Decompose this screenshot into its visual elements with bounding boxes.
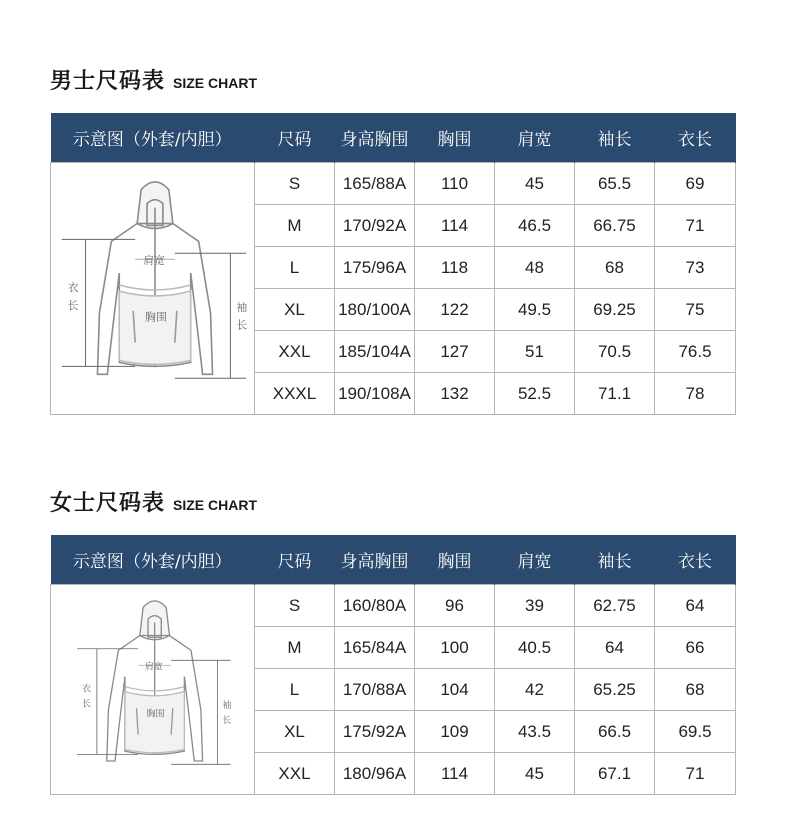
cell-size: L	[255, 247, 335, 289]
cell-size: M	[255, 627, 335, 669]
cell-chest: 110	[415, 163, 495, 205]
cell-shoulder: 39	[495, 585, 575, 627]
cell-chest: 114	[415, 753, 495, 795]
cell-shoulder: 45	[495, 753, 575, 795]
cell-shoulder: 45	[495, 163, 575, 205]
cell-size: XL	[255, 289, 335, 331]
cell-height-chest: 175/96A	[335, 247, 415, 289]
cell-sleeve-length: 68	[575, 247, 655, 289]
header-height-chest: 身高胸围	[335, 535, 415, 585]
cell-garment-length: 75	[655, 289, 736, 331]
diagram-sleeve-label-2: 长	[222, 715, 232, 726]
diagram-chest-label: 胸围	[146, 708, 165, 719]
header-height-chest: 身高胸围	[335, 113, 415, 163]
cell-sleeve-length: 66.75	[575, 205, 655, 247]
cell-height-chest: 160/80A	[335, 585, 415, 627]
table-row	[51, 163, 736, 205]
diagram-shoulder-label: 肩宽	[144, 661, 163, 672]
women-title-zh: 女士尺码表	[50, 491, 166, 516]
header-length: 衣长	[655, 535, 736, 585]
jacket-diagram-cell	[51, 585, 255, 795]
cell-sleeve-length: 65.25	[575, 669, 655, 711]
cell-height-chest: 180/96A	[335, 753, 415, 795]
header-size: 尺码	[255, 113, 335, 163]
cell-shoulder: 51	[495, 331, 575, 373]
men-title-en: SIZE CHART	[173, 75, 258, 91]
diagram-sleeve-label-1: 袖	[222, 700, 232, 711]
women-title-en: SIZE CHART	[173, 497, 258, 513]
cell-garment-length: 66	[655, 627, 736, 669]
cell-shoulder: 48	[495, 247, 575, 289]
cell-shoulder: 43.5	[495, 711, 575, 753]
jacket-diagram-icon	[51, 586, 255, 794]
cell-height-chest: 165/88A	[335, 163, 415, 205]
women-header-row	[51, 535, 736, 585]
header-sleeve: 袖长	[575, 535, 655, 585]
diagram-length-label-1: 衣	[82, 684, 92, 695]
cell-size: XL	[255, 711, 335, 753]
diagram-length-label-1: 衣	[67, 280, 79, 294]
cell-shoulder: 49.5	[495, 289, 575, 331]
cell-chest: 122	[415, 289, 495, 331]
men-size-chart-title	[50, 64, 257, 94]
header-size: 尺码	[255, 535, 335, 585]
diagram-sleeve-label-1: 袖	[236, 300, 248, 314]
cell-size: S	[255, 585, 335, 627]
cell-height-chest: 170/88A	[335, 669, 415, 711]
header-length: 衣长	[655, 113, 736, 163]
cell-garment-length: 73	[655, 247, 736, 289]
women-size-chart-title	[50, 486, 257, 516]
cell-chest: 127	[415, 331, 495, 373]
cell-size: M	[255, 205, 335, 247]
header-chest: 胸围	[415, 113, 495, 163]
cell-chest: 104	[415, 669, 495, 711]
cell-shoulder: 40.5	[495, 627, 575, 669]
cell-garment-length: 78	[655, 373, 736, 415]
cell-size: XXXL	[255, 373, 335, 415]
jacket-diagram-icon	[51, 164, 255, 414]
header-chest: 胸围	[415, 535, 495, 585]
cell-chest: 100	[415, 627, 495, 669]
diagram-length-label-2: 长	[67, 298, 79, 312]
cell-shoulder: 52.5	[495, 373, 575, 415]
cell-size: L	[255, 669, 335, 711]
header-diagram: 示意图（外套/内胆）	[51, 535, 255, 585]
cell-height-chest: 180/100A	[335, 289, 415, 331]
men-size-table	[50, 113, 736, 415]
cell-garment-length: 64	[655, 585, 736, 627]
men-title-zh: 男士尺码表	[50, 69, 166, 94]
cell-garment-length: 69.5	[655, 711, 736, 753]
cell-chest: 96	[415, 585, 495, 627]
table-row	[51, 585, 736, 627]
cell-chest: 109	[415, 711, 495, 753]
cell-height-chest: 190/108A	[335, 373, 415, 415]
cell-chest: 118	[415, 247, 495, 289]
cell-size: S	[255, 163, 335, 205]
diagram-chest-label: 胸围	[145, 310, 167, 324]
header-shoulder: 肩宽	[495, 113, 575, 163]
cell-garment-length: 69	[655, 163, 736, 205]
cell-height-chest: 165/84A	[335, 627, 415, 669]
jacket-diagram-cell	[51, 163, 255, 415]
diagram-sleeve-label-2: 长	[236, 318, 248, 332]
cell-height-chest: 170/92A	[335, 205, 415, 247]
cell-sleeve-length: 64	[575, 627, 655, 669]
cell-size: XXL	[255, 753, 335, 795]
cell-sleeve-length: 71.1	[575, 373, 655, 415]
cell-sleeve-length: 66.5	[575, 711, 655, 753]
diagram-length-label-2: 长	[82, 699, 92, 710]
cell-height-chest: 185/104A	[335, 331, 415, 373]
cell-sleeve-length: 65.5	[575, 163, 655, 205]
header-sleeve: 袖长	[575, 113, 655, 163]
cell-shoulder: 46.5	[495, 205, 575, 247]
cell-sleeve-length: 69.25	[575, 289, 655, 331]
header-diagram: 示意图（外套/内胆）	[51, 113, 255, 163]
cell-garment-length: 68	[655, 669, 736, 711]
men-header-row	[51, 113, 736, 163]
cell-size: XXL	[255, 331, 335, 373]
cell-chest: 114	[415, 205, 495, 247]
cell-sleeve-length: 62.75	[575, 585, 655, 627]
header-shoulder: 肩宽	[495, 535, 575, 585]
cell-height-chest: 175/92A	[335, 711, 415, 753]
cell-garment-length: 71	[655, 205, 736, 247]
diagram-shoulder-label: 肩宽	[143, 253, 165, 267]
cell-sleeve-length: 67.1	[575, 753, 655, 795]
cell-garment-length: 76.5	[655, 331, 736, 373]
cell-shoulder: 42	[495, 669, 575, 711]
cell-sleeve-length: 70.5	[575, 331, 655, 373]
cell-chest: 132	[415, 373, 495, 415]
cell-garment-length: 71	[655, 753, 736, 795]
women-size-table	[50, 535, 736, 795]
